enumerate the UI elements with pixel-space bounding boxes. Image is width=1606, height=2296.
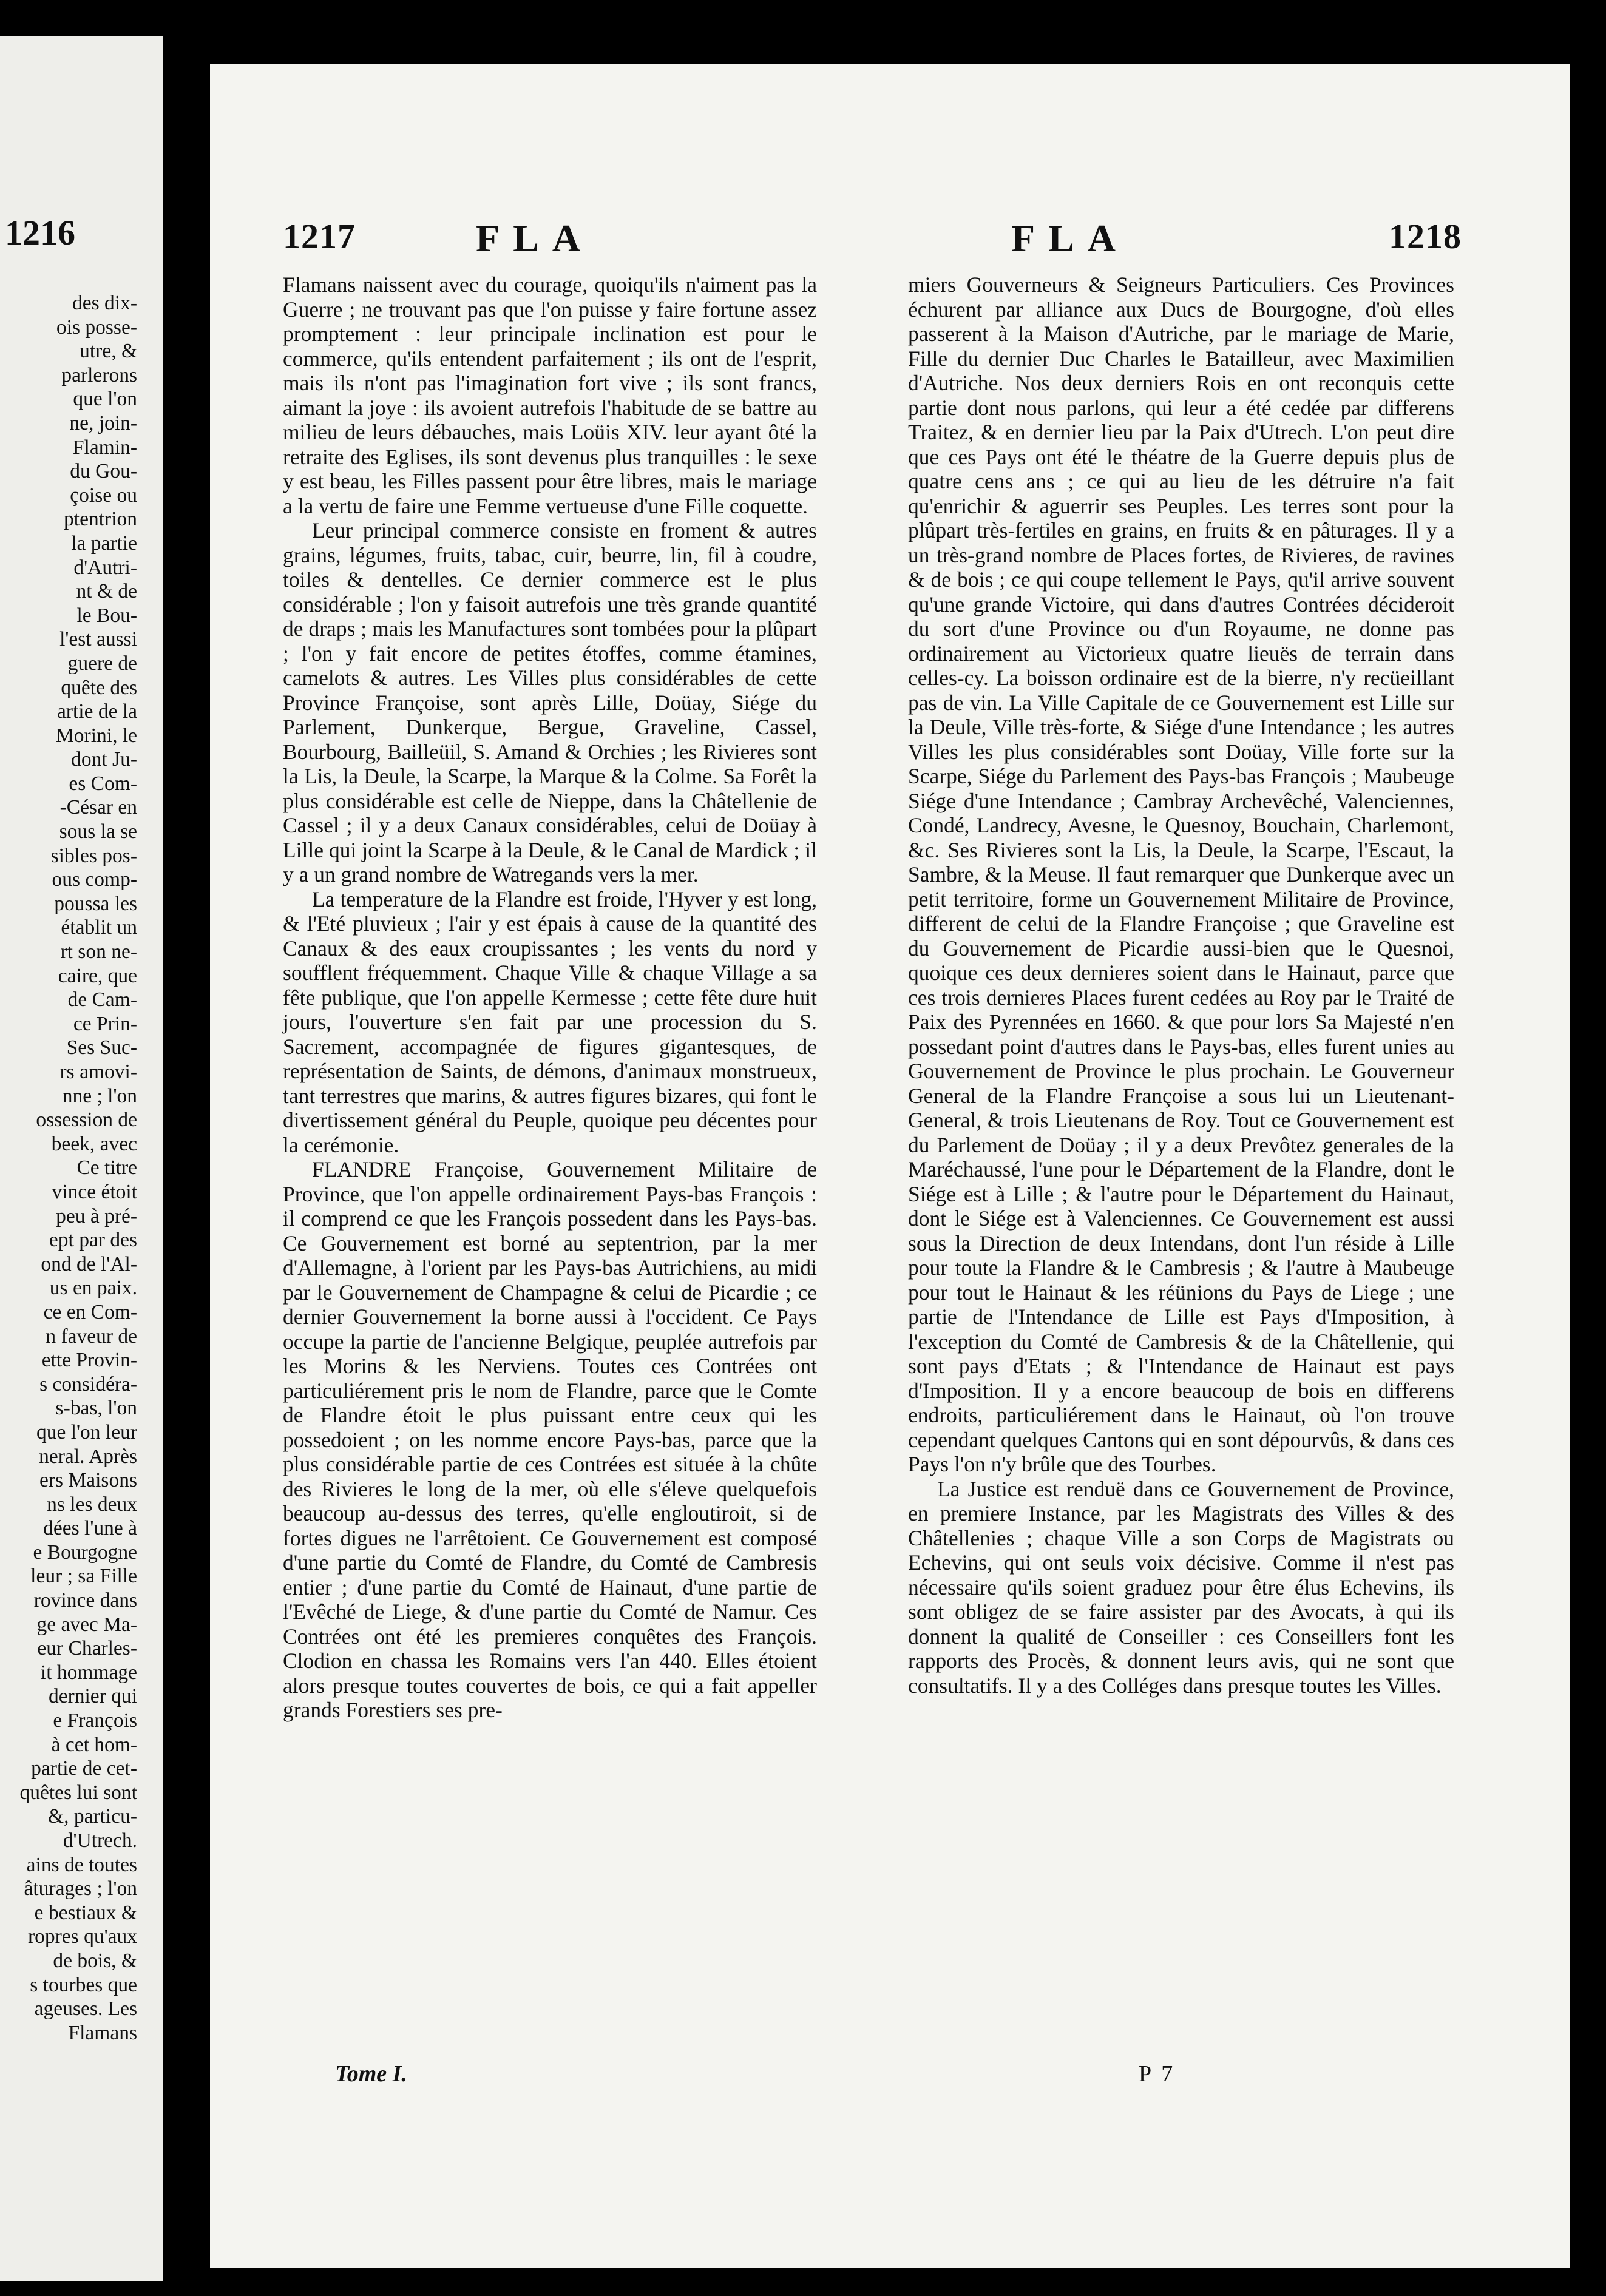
adjacent-page-line: ne, join- [69, 411, 137, 434]
adjacent-page-line: s considéra- [39, 1373, 137, 1396]
page-number-right: 1218 [1389, 217, 1462, 256]
adjacent-page-line: ois posse- [56, 316, 137, 339]
adjacent-page-line: sibles pos- [50, 844, 137, 867]
adjacent-page-line: rt son ne- [60, 940, 137, 964]
adjacent-page-line: le Bou- [76, 604, 137, 627]
adjacent-page-line: nt & de [76, 580, 137, 603]
running-head-right: FLA [1011, 217, 1129, 260]
book-page [210, 64, 1570, 2268]
adjacent-page-line: e François [53, 1709, 137, 1732]
adjacent-page-fragment [0, 36, 163, 2281]
adjacent-page-line: leur ; sa Fille [30, 1565, 137, 1588]
adjacent-page-line: de Cam- [67, 988, 137, 1011]
adjacent-page-line: ce Prin- [73, 1012, 137, 1035]
adjacent-page-line: ns les deux [47, 1493, 137, 1516]
adjacent-page-line: neral. Après [39, 1445, 137, 1468]
adjacent-page-line: ous comp- [52, 868, 137, 891]
adjacent-page-text [0, 291, 137, 2045]
adjacent-page-line: ers Maisons [39, 1469, 137, 1492]
adjacent-page-line: d'Utrech. [63, 1829, 137, 1852]
adjacent-page-line: eur Charles- [37, 1637, 137, 1660]
adjacent-page-line: Ce titre [76, 1156, 137, 1180]
adjacent-page-line: parlerons [61, 363, 137, 387]
adjacent-page-line: caire, que [58, 964, 137, 987]
adjacent-page-line: ptentrion [64, 508, 137, 531]
paragraph: La Justice est renduë dans ce Gouvernement de Province, en premiere Instance, par les Magistrats des Villes & des Châtellenies ; chaque Ville a son Corps de Magistrats ou Echevins, qui ont seuls voix décisive. Comme il n'est pas nécessaire qu'ils soient graduez pour être élus Echevins, ils sont obligez de se faire assister par des Avocats, à qui ils donnent la qualité de Conseiller : ces Conseillers font les rapports des Procès, & donnent leurs avis, qui ne sont que consultatifs. Il y a des Colléges dans presque toutes les Villes. [908, 1476, 1454, 1698]
adjacent-page-line: utre, & [80, 340, 137, 363]
adjacent-page-line: ropres qu'aux [28, 1925, 137, 1948]
paragraph: FLANDRE Françoise, Gouvernement Militaire de Province, que l'on appelle ordinairement Pays-bas François : il comprend ce que les François possedent dans les Pays-bas. Ce Gouvernement est borné au septentrion, par la mer d'Allemagne, à l'orient par les Pays-bas Autrichiens, au midi par le Gouvernement de Champagne & celui de Picardie ; ce dernier Gouvernement la borne aussi à l'occident. Ce Pays occupe la partie de l'ancienne Belgique, peuplée autrefois par les Morins & les Nerviens. Toutes ces Contrées ont particuliérement pris le nom de Flandre, parce que le Comte de Flandre étoit le plus puissant entre ceux qui les possedoient ; on les nomme encore Pays-bas, parce que la plus considérable partie de ces Contrées est située à la chûte des Rivieres le long de la mer, où elle s'éleve quelquefois beaucoup au-dessus des terres, qu'elle engloutiroit, si de fortes digues ne l'arrêtoient. Ce Gouvernement est composé d'une partie du Comté de Flandre, du Comté de Cambresis entier ; d'une partie du Comté de Hainaut, d'une partie de l'Evêché de Liege, & d'une partie du Comté de Namur. Ces Contrées ont été les premieres conquêtes des François. Clodion en chassa les Romains vers l'an 440. Elles étoient alors presque toutes couvertes de bois, ce qui a fait appeller grands Forestiers ses pre- [283, 1157, 817, 1722]
paragraph: miers Gouverneurs & Seigneurs Particuliers. Ces Provinces échurent par alliance aux Ducs de Bourgogne, d'où elles passerent à la Maison d'Autriche, par le mariage de Marie, Fille du dernier Duc Charles le Batailleur, avec Maximilien d'Autriche. Nos deux derniers Rois en ont reconquis cette partie dont nous parlons, qui leur a été cedée par differens Traitez, & en dernier lieu par la Paix d'Utrech. L'on peut dire que ces Pays ont été le théatre de la Guerre depuis plus de quatre cens ans ; ce qui au lieu de les détruire n'a fait qu'enrichir & aguerrir ses Peuples. Les terres sont pour la plûpart très-fertiles en grains, en fruits & en pâturages. Il y a un très-grand nombre de Places fortes, de Rivieres, de ravines & de bois ; ce qui coupe tellement le Pays, qu'il arrive souvent qu'une grande Victoire, qui dans d'autres Contrées décideroit du sort d'une Province ou d'un Royaume, ne donne pas ordinairement au Victorieux quatre lieuës de terrain dans celles-cy. La boisson ordinaire est de la bierre, n'y recüeillant pas de vin. La Ville Capitale de ce Gouvernement est Lille sur la Deule, Ville très-forte, & Siége d'une Intendance ; les autres Villes les plus considérables sont Doüay, Ville forte sur la Scarpe, Siége du Parlement des Pays-bas François ; Maubeuge Siége d'une Intendance ; Cambray Archevêché, Valenciennes, Condé, Landrecy, Avesne, le Quesnoy, Bouchain, Charlemont, &c. Ses Rivieres sont la Lis, la Deule, la Scarpe, l'Escaut, la Sambre, & la Meuse. Il faut remarquer que Dunkerque avec un petit territoire, forme un Gouvernement Militaire de Province, different de celui de la Flandre Françoise ; que Graveline est du Gouvernement de Picardie aussi-bien que le Quesnoi, quoique ces deux dernieres soient dans le Hainaut, parce que ces trois dernieres Places furent cedées au Roy par le Traité de Paix des Pyrennées en 1660. & que pour lors Sa Majesté n'en possedant point d'autres dans le Pays-bas, elles furent unies au Gouvernement de Province le plus prochain. Le Gouverneur General de la Flandre Françoise a sous lui un Lieutenant-General, & trois Lieutenans de Roy. Tout ce Gouvernement est du Parlement de Doüay ; il y a deux Prevôtez generales de la Maréchaussé, l'une pour le Département de la Flandre, dont le Siége est à Lille ; & l'autre pour le Département du Hainaut, dont le Siége est à Valenciennes. Ce Gouvernement est aussi sous la Direction de deux Intendans, dont l'un réside à Lille pour toute la Flandre & le Cambresis ; & l'autre à Maubeuge pour tout le Hainaut & les réünions du Pays de Liege ; une partie de l'Intendance de Lille est Pays d'Imposition, à l'exception du Comté de Cambresis & de la Châtellenie, qui sont pays d'Etats ; & l'Intendance de Hainaut est pays d'Imposition. Il y a encore beaucoup de bois en differens endroits, particuliérement dans le Hainaut, où l'on trouve cependant quelques Cantons qui en sont dépourvûs, & dans ces Pays l'on n'y brûle que des Tourbes. [908, 272, 1454, 1476]
text-column-left [283, 272, 817, 1723]
adjacent-page-line: Morini, le [56, 724, 137, 747]
adjacent-page-line: ageuses. Les [34, 1997, 137, 2021]
adjacent-page-number: 1216 [5, 213, 75, 252]
adjacent-page-line: artie de la [56, 700, 137, 723]
adjacent-page-line: établit un [61, 916, 137, 939]
adjacent-page-line: partie de cet- [31, 1757, 137, 1780]
volume-mark: Tome I. [335, 2061, 407, 2087]
adjacent-page-line: quête des [61, 676, 137, 699]
text-column-right [908, 272, 1454, 1698]
adjacent-page-line: ce en Com- [43, 1300, 137, 1323]
adjacent-page-line: des dix- [72, 292, 137, 314]
adjacent-page-line: &, particu- [48, 1805, 137, 1828]
adjacent-page-line: Flamin- [72, 436, 137, 459]
signature-mark: P 7 [1139, 2061, 1176, 2087]
adjacent-page-line: que l'on leur [36, 1420, 137, 1443]
adjacent-page-line: rovince dans [33, 1589, 137, 1612]
adjacent-page-line: Flamans [68, 2021, 137, 2044]
adjacent-page-line: s tourbes que [30, 1973, 137, 1996]
paragraph: Flamans naissent avec du courage, quoiqu'ils n'aiment pas la Guerre ; ne trouvant pas que l'on puisse y faire fortune assez promptement : leur principale inclination est pour le commerce, qu'ils entendent parfaitement ; ils ont de l'esprit, mais ils n'ont pas l'imagination fort vive ; ils sont francs, aimant la joye : ils avoient autrefois l'habitude de se battre au milieu de leurs débauches, mais Loüis XIV. leur ayant ôté la retraite des Eglises, ils sont devenus plus tranquilles : le sexe y est beau, les Filles passent pour être libres, mais le mariage a la vertu de faire une Femme vertueuse d'une Fille coquette. [283, 272, 817, 518]
adjacent-page-line: beek, avec [51, 1132, 137, 1155]
adjacent-page-line: e bestiaux & [34, 1901, 137, 1924]
adjacent-page-line: vince étoit [52, 1180, 137, 1203]
adjacent-page-line: n faveur de [46, 1325, 137, 1348]
adjacent-page-line: à cet hom- [51, 1733, 137, 1756]
book-gutter [163, 0, 210, 2296]
adjacent-page-line: poussa les [54, 892, 137, 915]
running-head-left: FLA [476, 217, 594, 260]
adjacent-page-line: quêtes lui sont [19, 1781, 137, 1804]
adjacent-page-line: e Bourgogne [33, 1541, 137, 1564]
adjacent-page-line: sous la se [59, 820, 137, 843]
adjacent-page-line: Ses Suc- [66, 1036, 137, 1059]
adjacent-page-line: ge avec Ma- [36, 1613, 137, 1636]
adjacent-page-line: it hommage [40, 1661, 137, 1684]
adjacent-page-line: dées l'une à [43, 1517, 137, 1540]
adjacent-page-line: guere de [67, 652, 137, 675]
adjacent-page-line: nne ; l'on [62, 1084, 137, 1107]
adjacent-page-line: l'est aussi [59, 628, 137, 651]
adjacent-page-line: ette Provin- [41, 1349, 137, 1372]
adjacent-page-line: peu à pré- [56, 1204, 137, 1227]
adjacent-page-line: us en paix. [49, 1277, 137, 1300]
adjacent-page-line: çoise ou [70, 484, 137, 507]
paragraph: La temperature de la Flandre est froide, l'Hyver y est long, & l'Eté pluvieux ; l'air y est épais à cause de la quantité des Canaux & des eaux croupissantes ; les vents du nord y soufflent fréquemment. Chaque Ville & chaque Village a sa fête publique, que l'on appelle Kermesse ; cette fête dure huit jours, l'ouverture s'en fait par une procession du S. Sacrement, accompagnée de figures gigantesques, de représentation de Saints, de démons, d'animaux monstrueux, tant terrestres que marins, & autres figures bizares, qui font le divertissement général du Peuple, quoique peu décentes pour la cerémonie. [283, 886, 817, 1157]
adjacent-page-line: s-bas, l'on [55, 1397, 137, 1420]
adjacent-page-line: ept par des [49, 1229, 137, 1252]
adjacent-page-line: dernier qui [48, 1685, 137, 1708]
adjacent-page-line: de bois, & [53, 1949, 137, 1972]
adjacent-page-line: ond de l'Al- [41, 1252, 137, 1275]
adjacent-page-line: la partie [71, 532, 137, 555]
adjacent-page-line: rs amovi- [59, 1061, 137, 1083]
adjacent-page-line: dont Ju- [71, 748, 137, 771]
adjacent-page-line: ains de toutes [26, 1853, 137, 1876]
adjacent-page-line: âturages ; l'on [24, 1877, 137, 1900]
adjacent-page-line: -César en [59, 796, 137, 819]
adjacent-page-line: du Gou- [70, 460, 137, 483]
adjacent-page-line: d'Autri- [73, 556, 137, 579]
adjacent-page-line: es Com- [69, 772, 137, 795]
adjacent-page-line: que l'on [73, 388, 137, 411]
paragraph: Leur principal commerce consiste en froment & autres grains, légumes, fruits, tabac, cuir, beurre, lin, fil à coudre, toiles & dentelles. Ce dernier commerce est le plus considérable ; l'on y faisoit autrefois une très grande quantité de draps ; mais les Manufactures sont tombées pour la plûpart ; l'on y fait encore de petites étoffes, comme étamines, camelots & autres. Les Villes plus considérables de cette Province Françoise, sont après Lille, Doüay, Siége du Parlement, Dunkerque, Bergue, Graveline, Cassel, Bourbourg, Bailleüil, S. Amand & Orchies ; les Rivieres sont la Lis, la Deule, la Scarpe, la Marque & la Colme. Sa Forêt la plus considérable est celle de Nieppe, dans la Châtellenie de Cassel ; il y a deux Canaux considérables, celui de Doüay à Lille qui joint la Scarpe à la Deule, & le Canal de Mardick ; il y a un grand nombre de Watregands vers la mer. [283, 518, 817, 886]
page-number-left: 1217 [283, 217, 356, 256]
adjacent-page-line: ossession de [36, 1109, 137, 1132]
